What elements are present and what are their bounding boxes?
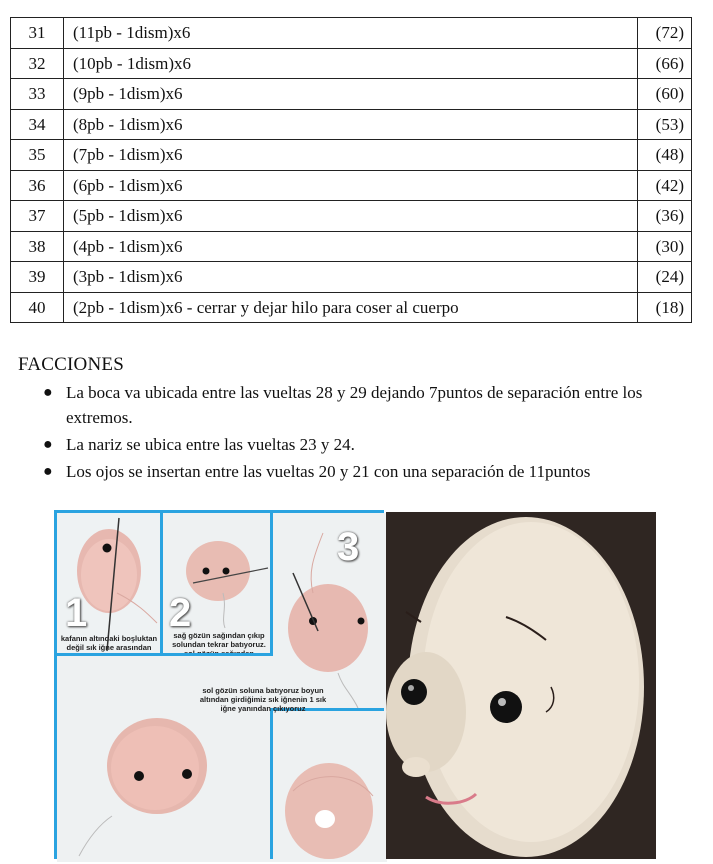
note-item bbox=[40, 459, 690, 484]
step-3-detail-photo bbox=[199, 686, 384, 859]
round-total: (36) bbox=[638, 201, 692, 232]
finished-eyes-photo bbox=[54, 653, 272, 859]
note-item bbox=[40, 380, 690, 430]
round-stitches: (9pb - 1dism)x6 bbox=[64, 79, 638, 110]
round-row bbox=[11, 170, 692, 201]
round-row bbox=[11, 18, 692, 49]
step-caption: kafanın altındaki boşluktan değil sık iğne arasından bbox=[60, 634, 158, 652]
note-text: La nariz se ubica entre las vueltas 23 y 24. bbox=[66, 435, 355, 454]
bullet-icon: ● bbox=[43, 463, 53, 480]
round-number: 33 bbox=[11, 79, 64, 110]
round-number: 40 bbox=[11, 292, 64, 323]
step-caption: sağ gözün sağından çıkıp solundan tekrar batıyoruz. bbox=[172, 631, 266, 649]
round-total: (48) bbox=[638, 140, 692, 171]
round-number: 36 bbox=[11, 170, 64, 201]
facciones-notes bbox=[40, 380, 690, 486]
round-stitches: (8pb - 1dism)x6 bbox=[64, 109, 638, 140]
round-row bbox=[11, 292, 692, 323]
round-number: 35 bbox=[11, 140, 64, 171]
face-closeup-photo bbox=[386, 512, 656, 859]
round-total: (18) bbox=[638, 292, 692, 323]
step-3-photo bbox=[270, 510, 384, 710]
round-stitches: (6pb - 1dism)x6 bbox=[64, 170, 638, 201]
step-number: 2 bbox=[169, 591, 192, 635]
round-stitches: (5pb - 1dism)x6 bbox=[64, 201, 638, 232]
round-total: (72) bbox=[638, 18, 692, 49]
round-total: (42) bbox=[638, 170, 692, 201]
tutorial-photo-collage bbox=[54, 510, 656, 859]
section-title: FACCIONES bbox=[18, 354, 124, 375]
round-number: 39 bbox=[11, 262, 64, 293]
note-text: Los ojos se insertan entre las vueltas 20 y 21 con una separación de 11puntos bbox=[66, 462, 591, 481]
doll-head-underside-image bbox=[273, 711, 387, 862]
doll-head-image bbox=[273, 513, 387, 713]
round-number: 31 bbox=[11, 18, 64, 49]
round-row bbox=[11, 140, 692, 171]
round-row bbox=[11, 79, 692, 110]
step-number: 1 bbox=[65, 591, 88, 635]
round-stitches: (2pb - 1dism)x6 - cerrar y dejar hilo para coser al cuerpo bbox=[64, 292, 638, 323]
round-number: 34 bbox=[11, 109, 64, 140]
round-row bbox=[11, 109, 692, 140]
round-stitches: (10pb - 1dism)x6 bbox=[64, 48, 638, 79]
round-total: (53) bbox=[638, 109, 692, 140]
rounds-table bbox=[10, 17, 692, 323]
round-total: (66) bbox=[638, 48, 692, 79]
step-2-photo bbox=[160, 510, 272, 655]
round-number: 38 bbox=[11, 231, 64, 262]
round-row bbox=[11, 262, 692, 293]
note-text: La boca va ubicada entre las vueltas 28 y 29 dejando 7puntos de separación entre los extremos. bbox=[66, 383, 643, 427]
step-caption: sol gözün soluna batıyoruz boyun altından girdiğimiz sık iğnenin 1 sık iğne yanından çıkıyoruz bbox=[199, 686, 327, 713]
round-number: 32 bbox=[11, 48, 64, 79]
round-stitches: (3pb - 1dism)x6 bbox=[64, 262, 638, 293]
round-stitches: (4pb - 1dism)x6 bbox=[64, 231, 638, 262]
bullet-icon: ● bbox=[43, 384, 53, 401]
round-row bbox=[11, 48, 692, 79]
round-total: (60) bbox=[638, 79, 692, 110]
step-number: 3 bbox=[337, 525, 360, 569]
note-item bbox=[40, 432, 690, 457]
round-total: (24) bbox=[638, 262, 692, 293]
round-stitches: (11pb - 1dism)x6 bbox=[64, 18, 638, 49]
round-stitches: (7pb - 1dism)x6 bbox=[64, 140, 638, 171]
round-total: (30) bbox=[638, 231, 692, 262]
doll-face-image bbox=[386, 512, 656, 859]
round-number: 37 bbox=[11, 201, 64, 232]
round-row bbox=[11, 201, 692, 232]
round-row bbox=[11, 231, 692, 262]
bullet-icon: ● bbox=[43, 436, 53, 453]
step-1-photo bbox=[54, 510, 162, 655]
